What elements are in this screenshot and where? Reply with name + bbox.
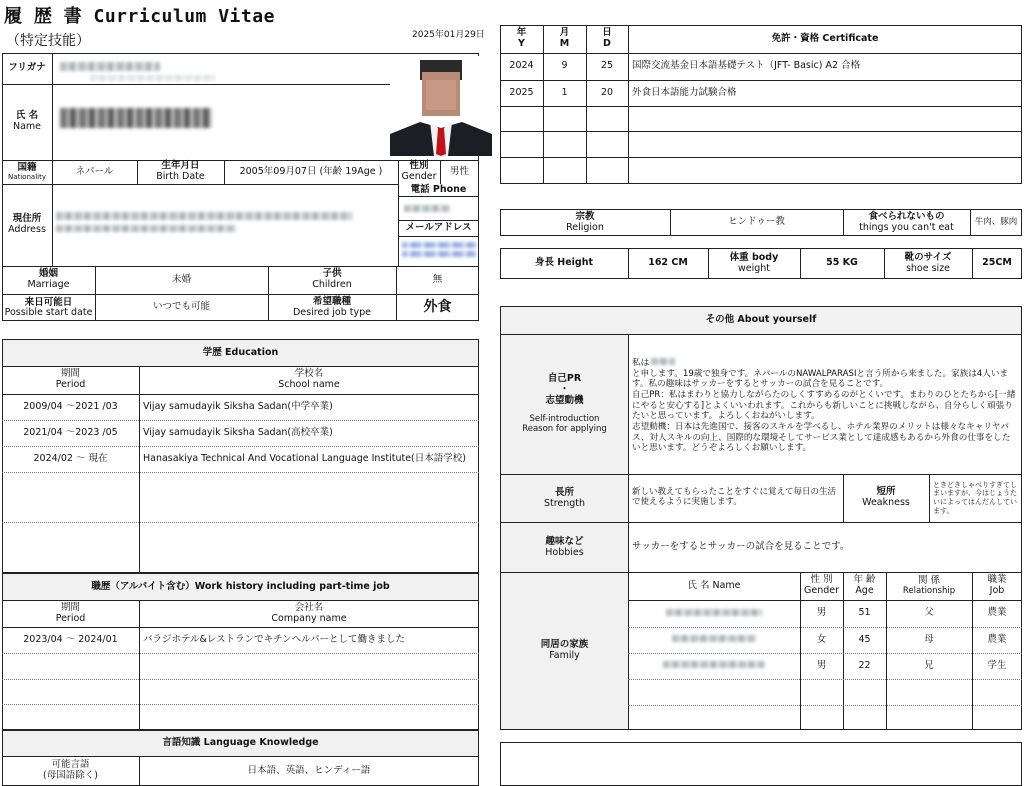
- family-row-1-gender: 男: [816, 607, 827, 619]
- hobbies-value: サッカーをするとサッカーの試合を見ることです。: [632, 540, 850, 552]
- education-row-2-school: Vijay samudayik Siksha Sadan(高校卒業): [143, 426, 333, 438]
- page-title: 履 歴 書 Curriculum Vitae: [4, 6, 275, 27]
- shoe-size-label: 靴のサイズ shoe size: [904, 251, 952, 274]
- religion-label: 宗教 Religion: [566, 210, 604, 233]
- marriage-label: 婚姻 Marriage: [27, 268, 70, 290]
- family-row-3-job: 学生: [987, 659, 1007, 671]
- work-row-1-company: バラジホテル&レストランでキチンヘルパーとして働きました: [143, 633, 406, 645]
- document-date: 2025年01月29日: [412, 30, 485, 40]
- cert-row-1-day: 25: [600, 60, 614, 72]
- furigana-value: [60, 62, 160, 71]
- address-value: [56, 212, 352, 220]
- weight-value: 55 KG: [826, 257, 858, 269]
- height-value: 162 CM: [648, 257, 688, 269]
- desired-job-label: 希望職種 Desired job type: [292, 295, 372, 318]
- desired-job-value: 外食: [423, 299, 452, 316]
- birth-date-label: 生年月日 Birth Date: [156, 160, 205, 182]
- education-school-header: 学校名 School name: [278, 368, 340, 390]
- cert-row-1-name: 国際交流基金日本語基礎テスト（JFT- Basic) A2 合格: [632, 60, 861, 72]
- gender-value: 男性: [449, 165, 469, 177]
- language-value: 日本語、英語、ヒンディー語: [247, 764, 371, 776]
- notes-box: [500, 742, 1022, 786]
- family-row-1-age: 51: [858, 607, 871, 619]
- start-date-value: いつでも可能: [152, 301, 210, 313]
- cert-row-2-month: 1: [561, 86, 568, 98]
- education-period-header: 期間 Period: [55, 368, 86, 390]
- gender-label: 性別 Gender: [401, 160, 437, 182]
- family-row-1-name: [666, 609, 762, 616]
- education-title: 学歴 Education: [3, 340, 478, 366]
- weakness-label: 短所 Weakness: [862, 486, 910, 508]
- page-subtitle: （特定技能）: [6, 33, 90, 49]
- cert-row-2-year: 2025: [509, 86, 534, 98]
- family-row-2-age: 45: [858, 633, 871, 645]
- cert-row-2-name: 外食日本語能力試験合格: [632, 86, 737, 98]
- family-row-2-name: [672, 635, 756, 642]
- work-history-title: 職歴（アルバイト含む）Work history including part-time job: [3, 574, 478, 600]
- weakness-value: ときどきしゃべりすぎてしまいますが、今はじょうたいによってはんだんしています。: [933, 480, 1017, 515]
- family-row-3-name: [663, 661, 765, 668]
- family-job-header: 職業 Job: [987, 574, 1007, 596]
- family-row-1-job: 農業: [987, 607, 1007, 619]
- cert-year-header: 年 Y: [516, 27, 527, 49]
- family-row-2-job: 農業: [987, 633, 1007, 645]
- email-value[interactable]: [402, 242, 476, 248]
- family-row-2-gender: 女: [816, 633, 827, 645]
- cert-title-header: 免許・資格 Certificate: [771, 32, 879, 44]
- work-row-1-period: 2023/04 ～ 2024/01: [23, 633, 118, 645]
- education-row-1-period: 2009/04 ～2021 /03: [23, 400, 118, 412]
- family-name-header: 氏 名 Name: [687, 579, 741, 591]
- self-pr-text: 私は と申します。19歳で独身です。ネパールのNAWALPARASIと言う所から来ました。家族は4人います。私の趣味はサッカーをするとサッカーの試合を見ることです。 自己PR：私はまわりと協力しながらたのしくすすめるのがとくいです。まわりのひとたちから[一緒にやると安心する]とよくいいわれます。これからも新しいことに挑戦しながら、自分らしく頑張りたいと思っています。よろしくおねがいします。 志望動機：日本は先進国で、接客のスキルを学べるし、ホテル業界のメリットは様々なキャリヤパス、対人スキルの向上、国際的な環境そしてサービス業として達成感もあるから外食の仕事をしたいと思います。どうぞよろしくお願いします。: [632, 358, 1016, 454]
- family-row-3-age: 22: [858, 659, 871, 671]
- cert-day-header: 日 D: [602, 27, 612, 49]
- children-label: 子供 Children: [312, 268, 352, 290]
- work-period-header: 期間 Period: [55, 601, 86, 624]
- furigana-label: フリガナ: [8, 62, 46, 74]
- family-row-3-relationship: 兄: [924, 659, 934, 671]
- education-row-1-school: Vijay samudayik Siksha Sadan(中学卒業): [143, 400, 333, 412]
- cert-row-1-month: 9: [561, 60, 568, 72]
- phone-value: [404, 205, 450, 212]
- family-row-3-gender: 男: [816, 659, 827, 671]
- family-gender-header: 性 別 Gender: [803, 574, 839, 596]
- nationality-value: ネパール: [75, 165, 114, 177]
- email-label: メールアドレス: [405, 221, 472, 233]
- about-title: その他 About yourself: [501, 307, 1021, 334]
- name-label: 氏 名 Name: [12, 110, 42, 132]
- family-row-1-relationship: 父: [924, 607, 934, 619]
- phone-label: 電話 Phone: [410, 183, 467, 195]
- name-value: [60, 108, 212, 128]
- cert-row-1-year: 2024: [509, 60, 534, 72]
- education-row-3-period: 2024/02 ～ 現在: [33, 452, 108, 464]
- marriage-value: 未婚: [171, 273, 191, 285]
- birth-date-value: 2005年09月07日 (年齢 19Age ): [239, 165, 383, 177]
- education-row-3-school: Hanasakiya Technical And Vocational Language Institute(日本語学校): [143, 452, 466, 464]
- family-label: 同居の家族 Family: [501, 573, 628, 729]
- weight-label: 体重 body weight: [729, 251, 779, 274]
- cert-month-header: 月 M: [559, 27, 570, 49]
- shoe-size-value: 25CM: [982, 257, 1012, 269]
- height-label: 身長 Height: [534, 257, 594, 269]
- nationality-label: 国籍 Nationality: [7, 161, 46, 182]
- family-age-header: 年 齢 Age: [853, 574, 876, 596]
- children-value: 無: [432, 273, 443, 285]
- language-label: 可能言語 (母国語除く): [43, 759, 98, 781]
- address-label: 現住所 Address: [8, 213, 46, 235]
- strength-value: 新しい教えてもらったことをすぐに覚えて毎日の生活で使えるように実施します。: [632, 487, 837, 507]
- cert-row-2-day: 20: [600, 86, 614, 98]
- work-company-header: 会社名 Company name: [271, 601, 347, 624]
- hobbies-label: 趣味など Hobbies: [501, 523, 628, 572]
- strength-label: 長所 Strength: [501, 475, 628, 522]
- start-date-label: 来日可能日 Possible start date: [4, 297, 93, 318]
- language-title: 言語知識 Language Knowledge: [3, 731, 478, 756]
- religion-value: ヒンドゥー教: [728, 216, 785, 228]
- family-relationship-header: 関 係 Relationship: [902, 574, 956, 596]
- family-row-2-relationship: 母: [924, 633, 934, 645]
- education-row-2-period: 2021/04 ～2023 /05: [23, 426, 118, 438]
- applicant-photo: [390, 56, 492, 156]
- food-restriction-label: 食べられないもの things you can't eat: [859, 210, 954, 233]
- self-pr-label: 自己PR ・ 志望動機 Self-introduction Reason for applying: [501, 335, 628, 474]
- food-restriction-value: 牛肉、豚肉: [974, 216, 1018, 227]
